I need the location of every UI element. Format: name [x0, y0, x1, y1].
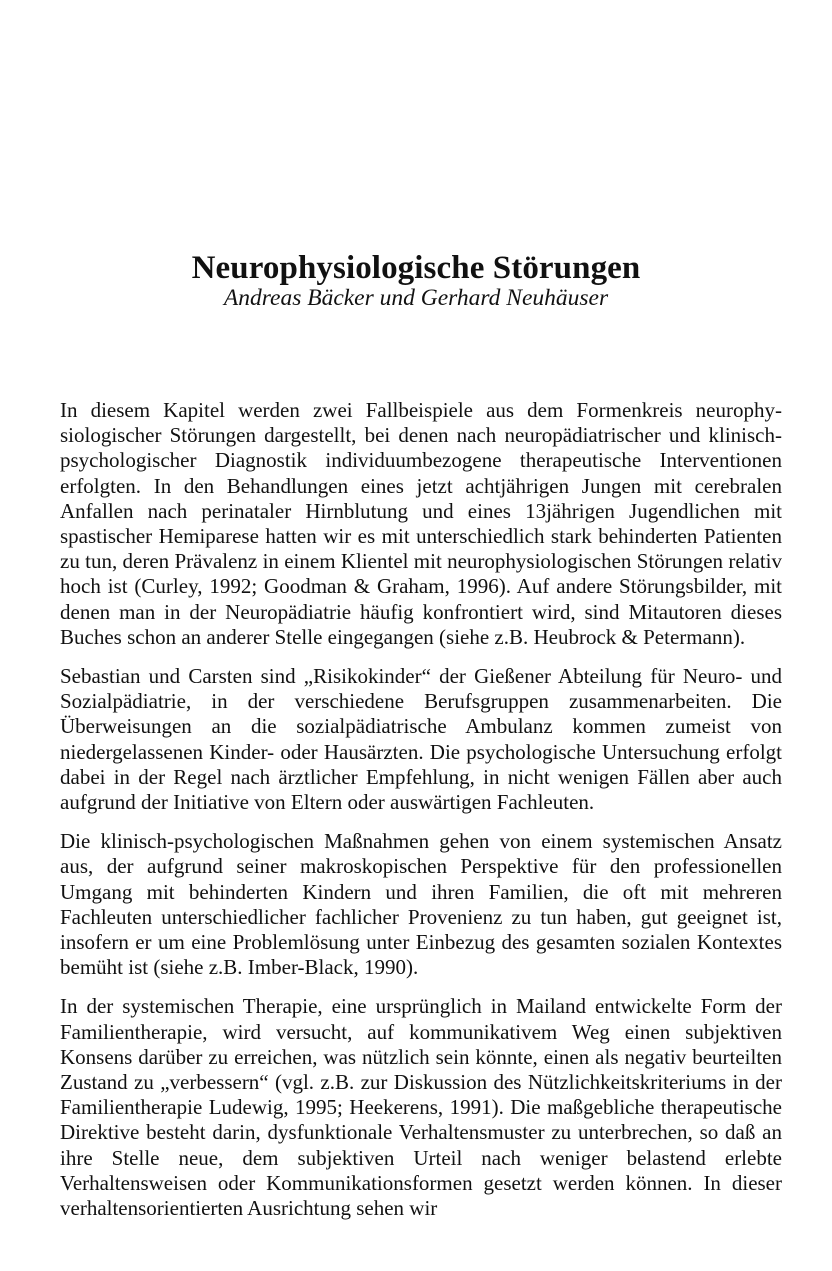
- paragraph-1: In diesem Kapitel werden zwei Fallbeispiele aus dem Formenkreis neurophysiologischer Störungen dargestellt, bei denen nach neuropädiatrischer und klinisch-psychologischer Diagnostik individuumbezogene therapeutische Interventionen erfolgten. In den Behandlungen eines jetzt achtjährigen Jungen mit cerebralen Anfallen nach perinataler Hirnblutung und eines 13jährigen Jugendlichen mit spastischer Hemiparese hatten wir es mit unterschiedlich stark behinderten Patienten zu tun, deren Prävalenz in einem Klientel mit neurophysiologischen Störungen relativ hoch ist (Curley, 1992; Goodman & Graham, 1996). Auf andere Störungsbilder, mit denen man in der Neuropädiatrie häufig konfrontiert wird, sind Mitautoren dieses Buches schon an anderer Stelle eingegangen (siehe z.B. Heubrock & Petermann).: [60, 398, 782, 649]
- paragraph-2: Sebastian und Carsten sind „Risikokinder“ der Gießener Abteilung für Neuro- und Sozialpädiatrie, in der verschiedene Berufsgruppen zusammenarbeiten. Die Überweisungen an die sozialpädiatrische Ambulanz kommen zumeist von niedergelassenen Kinder- oder Hausärzten. Die psychologische Untersuchung erfolgt dabei in der Regel nach ärztlicher Empfehlung, in nicht wenigen Fällen aber auch aufgrund der Initiative von Eltern oder auswärtigen Fachleuten.: [60, 664, 782, 815]
- chapter-authors: Andreas Bäcker und Gerhard Neuhäuser: [223, 285, 609, 311]
- chapter-title: Neurophysiologische Störungen: [191, 250, 641, 287]
- paragraph-4: In der systemischen Therapie, eine ursprünglich in Mailand entwickelte Form der Familientherapie, wird versucht, auf kommunikativem Weg einen subjektiven Konsens darüber zu erreichen, was nützlich sein könnte, einen als negativ beurteilten Zustand zu „verbessern“ (vgl. z.B. zur Diskussion des Nützlichkeitskriteriums in der Familientherapie Ludewig, 1995; Heekerens, 1991). Die maßgebliche therapeutische Direktive besteht darin, dysfunktionale Verhaltensmuster zu unterbrechen, so daß an ihre Stelle neue, dem subjektiven Urteil nach weniger belastend erlebte Verhaltensweisen oder Kommunikationsformen gesetzt werden können. In dieser verhaltensorientierten Ausrichtung sehen wir: [60, 994, 782, 1221]
- paragraph-3: Die klinisch-psychologischen Maßnahmen gehen von einem systemischen Ansatz aus, der aufgrund seiner makroskopischen Perspektive für den professionellen Umgang mit behinderten Kindern und ihren Familien, die oft mit mehreren Fachleuten unterschiedlicher fachlicher Provenienz zu tun haben, gut geeignet ist, insofern er um eine Problemlösung unter Einbezug des gesamten sozialen Kontextes bemüht ist (siehe z.B. Imber-Black, 1990).: [60, 829, 782, 980]
- body-text: [60, 398, 782, 1235]
